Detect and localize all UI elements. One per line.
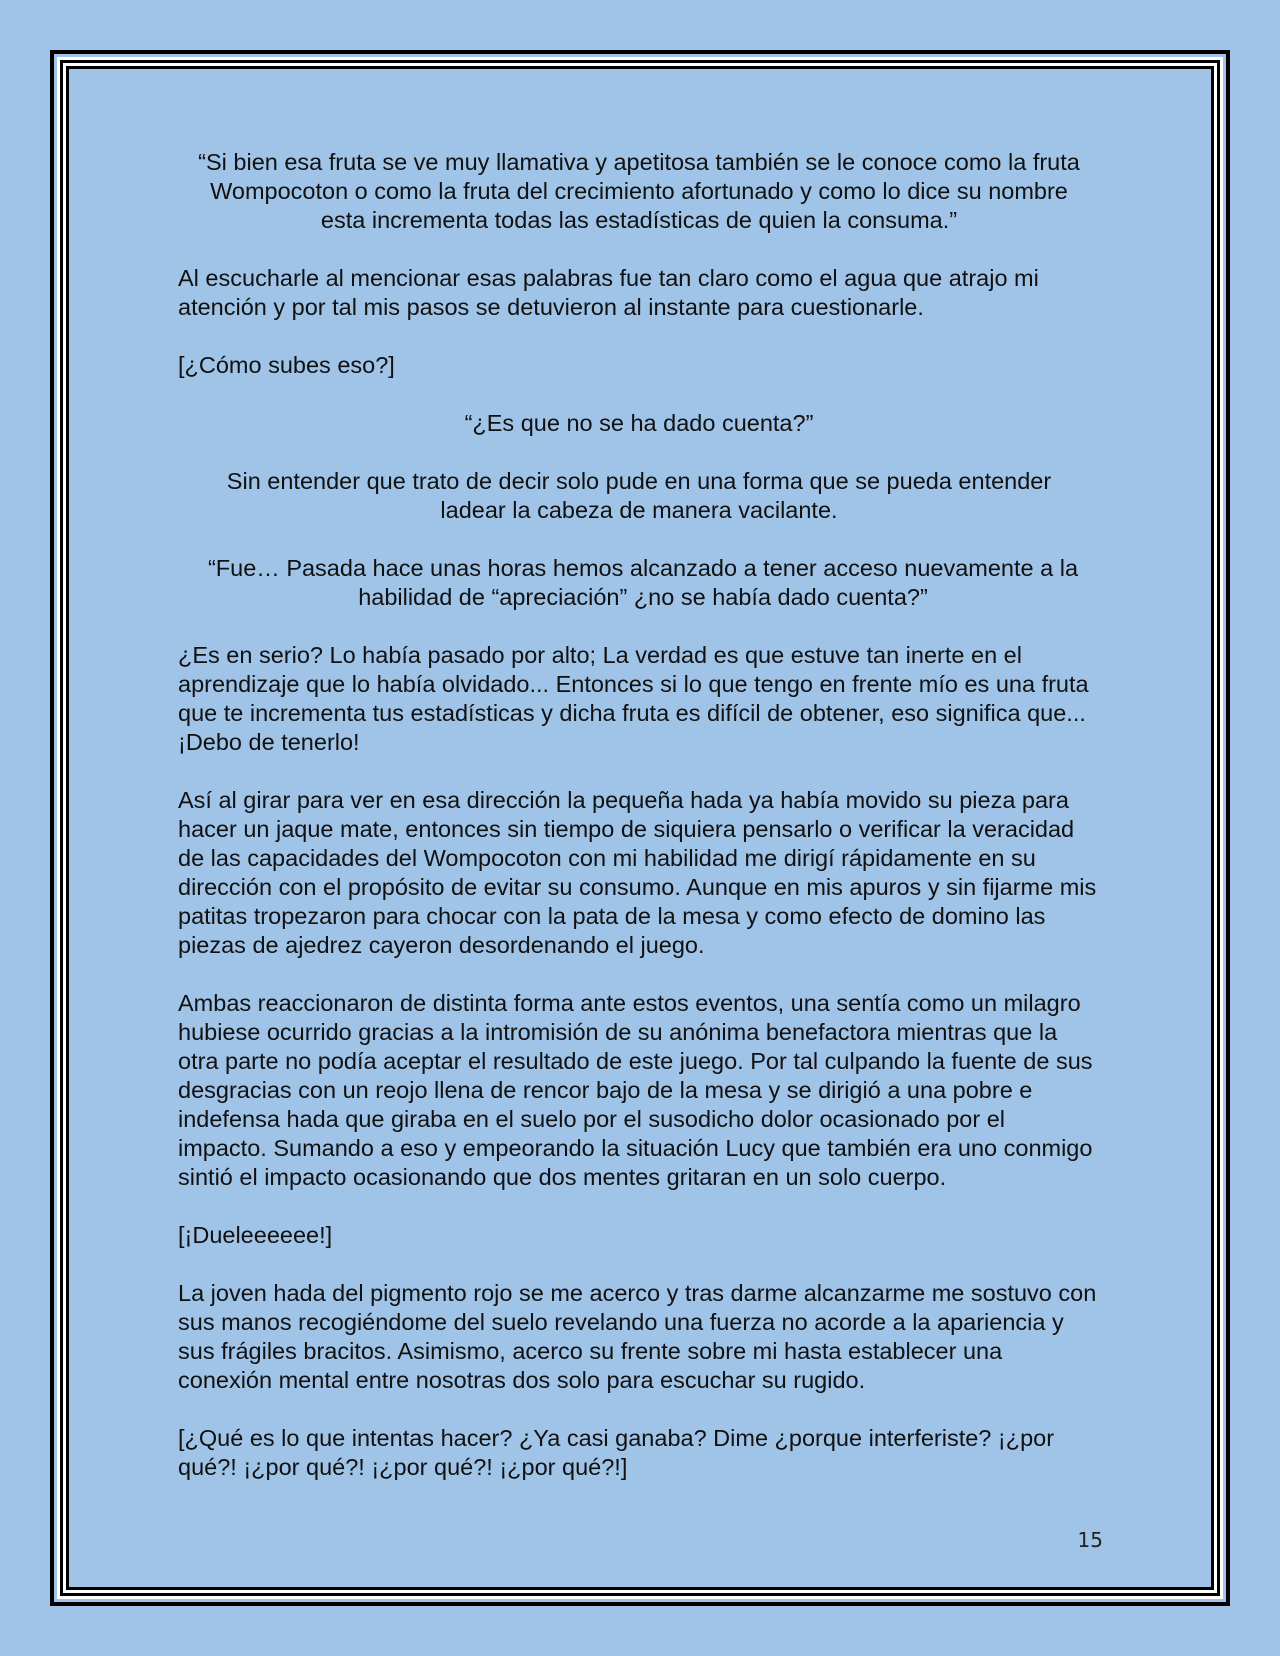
paragraph: [¿Qué es lo que intentas hacer? ¿Ya casi ganaba? Dime ¿porque interferiste? ¡¿por qué?! ¡¿por qué?! ¡¿por qué?! ¡¿por qué?!] [178, 1425, 1055, 1480]
page-body [178, 148, 1100, 1511]
page-number: 15 [1077, 1528, 1103, 1552]
paragraph: Ambas reaccionaron de distinta forma ante estos eventos, una sentía como un milagro hubiese ocurrido gracias a la intromisión de su anónima benefactora mientras que la otra parte no podía aceptar el resultado de este juego. Por tal culpando la fuente de sus desgracias con un reojo llena de rencor bajo de la mesa y se dirigió a una pobre e indefensa hada que giraba en el suelo por el susodicho dolor ocasionado por el impacto. Sumando a eso y empeorando la situación Lucy que también era uno conmigo sintió el impacto ocasionando que dos mentes gritaran en un solo cuerpo. [178, 990, 1093, 1190]
paragraph: “Fue… Pasada hace unas horas hemos alcanzado a tener acceso nuevamente a la habilidad de “apreciación” ¿no se había dado cuenta?” [207, 555, 1079, 610]
paragraph: “Si bien esa fruta se ve muy llamativa y apetitosa también se le conoce como la fruta Wompocoton o como la fruta del crecimiento afortunado y como lo dice su nombre esta incrementa todas las estadísticas de quien la consuma.” [198, 149, 1080, 233]
paragraph: [¡Dueleeeeee!] [178, 1222, 333, 1248]
paragraph: Así al girar para ver en esa dirección la pequeña hada ya había movido su pieza para hacer un jaque mate, entonces sin tiempo de siquiera pensarlo o verificar la veracidad de las capacidades del Wompocoton con mi habilidad me dirigí rápidamente en su dirección con el propósito de evitar su consumo. Aunque en mis apuros y sin fijarme mis patitas tropezaron para chocar con la pata de la mesa y como efecto de domino las piezas de ajedrez cayeron desordenando el juego. [178, 787, 1097, 958]
paragraph: Sin entender que trato de decir solo pude en una forma que se pueda entender ladear la cabeza de manera vacilante. [226, 468, 1052, 523]
paragraph: Al escucharle al mencionar esas palabras fue tan claro como el agua que atrajo mi atención y por tal mis pasos se detuvieron al instante para cuestionarle. [178, 265, 1039, 320]
paragraph: ¿Es en serio? Lo había pasado por alto; La verdad es que estuve tan inerte en el aprendizaje que lo había olvidado... Entonces si lo que tengo en frente mío es una fruta que te incrementa tus estadísticas y dicha fruta es difícil de obtener, eso significa que... ¡Debo de tenerlo! [178, 642, 1089, 755]
paragraph: [¿Cómo subes eso?] [178, 352, 395, 378]
paragraph: La joven hada del pigmento rojo se me acerco y tras darme alcanzarme me sostuvo con sus manos recogiéndome del suelo revelando una fuerza no acorde a la apariencia y sus frágiles bracitos. Asimismo, acerco su frente sobre mi hasta establecer una conexión mental entre nosotras dos solo para escuchar su rugido. [178, 1280, 1097, 1393]
paragraph: “¿Es que no se ha dado cuenta?” [464, 410, 814, 436]
